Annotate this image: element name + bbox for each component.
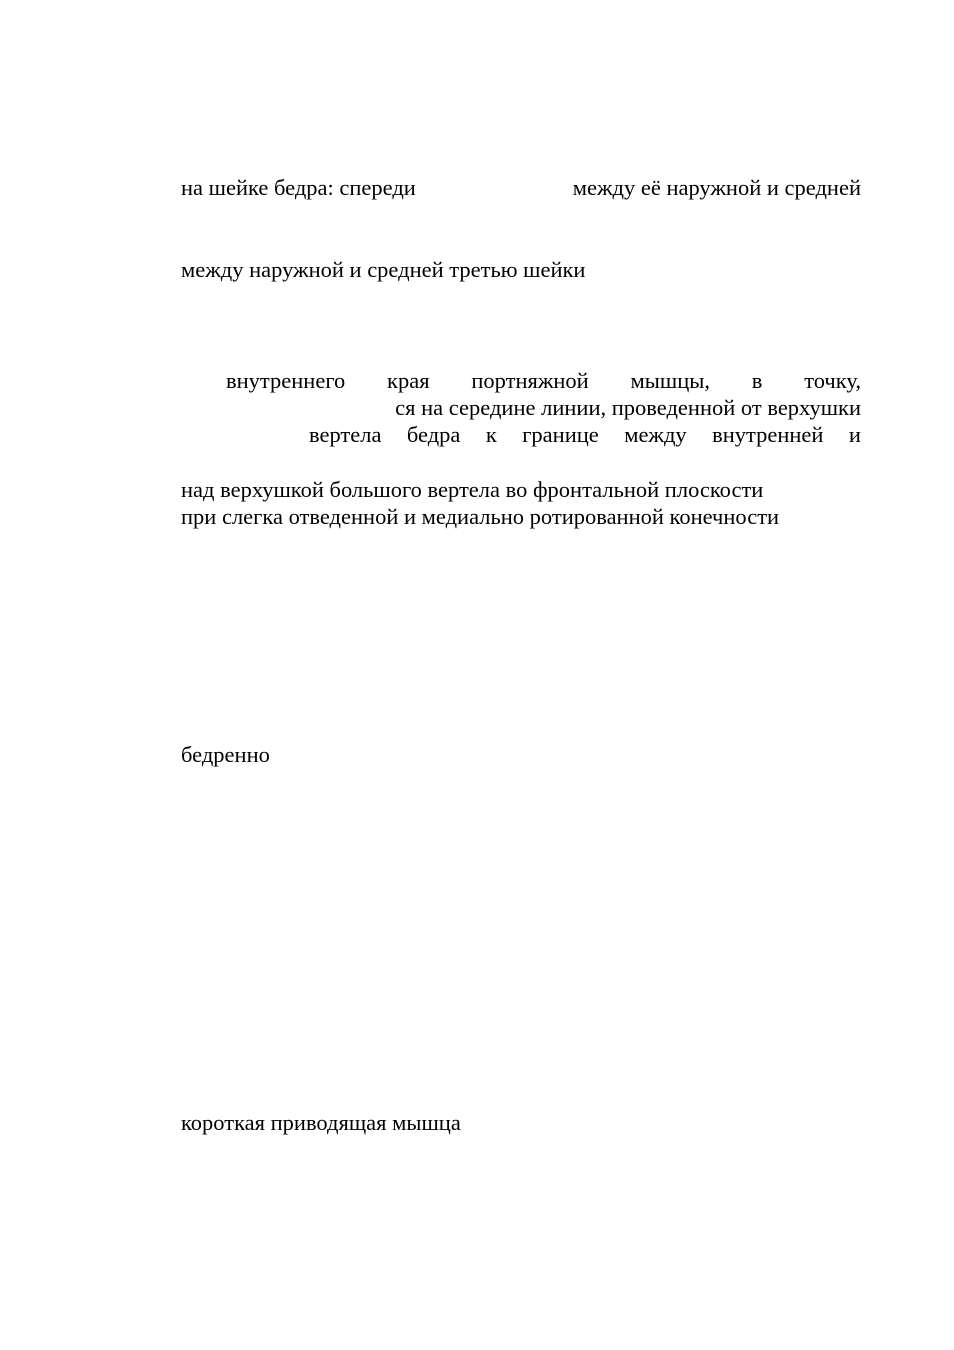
text-line-midpoint: ся на середине линии, проведенной от верхушки	[395, 395, 861, 420]
word: между	[624, 422, 687, 447]
word: к	[485, 422, 497, 447]
word: внутренней	[712, 422, 824, 447]
word: края	[387, 368, 430, 393]
text-line-sartorius	[226, 367, 861, 394]
word: границе	[522, 422, 599, 447]
word: вертела	[309, 422, 382, 447]
text-line-rotated-limb: при слегка отведенной и медиально ротированной конечности	[181, 504, 780, 529]
word: портняжной	[471, 368, 589, 393]
word: и	[848, 422, 861, 447]
text-line-frontal-plane: над верхушкой большого вертела во фронтальной плоскости	[181, 477, 764, 502]
text-line-femoral: бедренно	[181, 742, 270, 767]
text-line-trochanter	[309, 421, 861, 448]
word: точку,	[804, 368, 861, 393]
word: мышцы,	[630, 368, 710, 393]
text-segment-right: между её наружной и средней	[572, 175, 861, 200]
word: внутреннего	[226, 368, 346, 393]
word: бедра	[406, 422, 461, 447]
word: в	[751, 368, 763, 393]
text-line-neck-front	[181, 174, 861, 201]
text-line-adductor: короткая приводящая мышца	[181, 1110, 461, 1135]
text-line-neck-third: между наружной и средней третью шейки	[181, 257, 586, 282]
text-segment-left: на шейке бедра: спереди	[181, 175, 416, 200]
